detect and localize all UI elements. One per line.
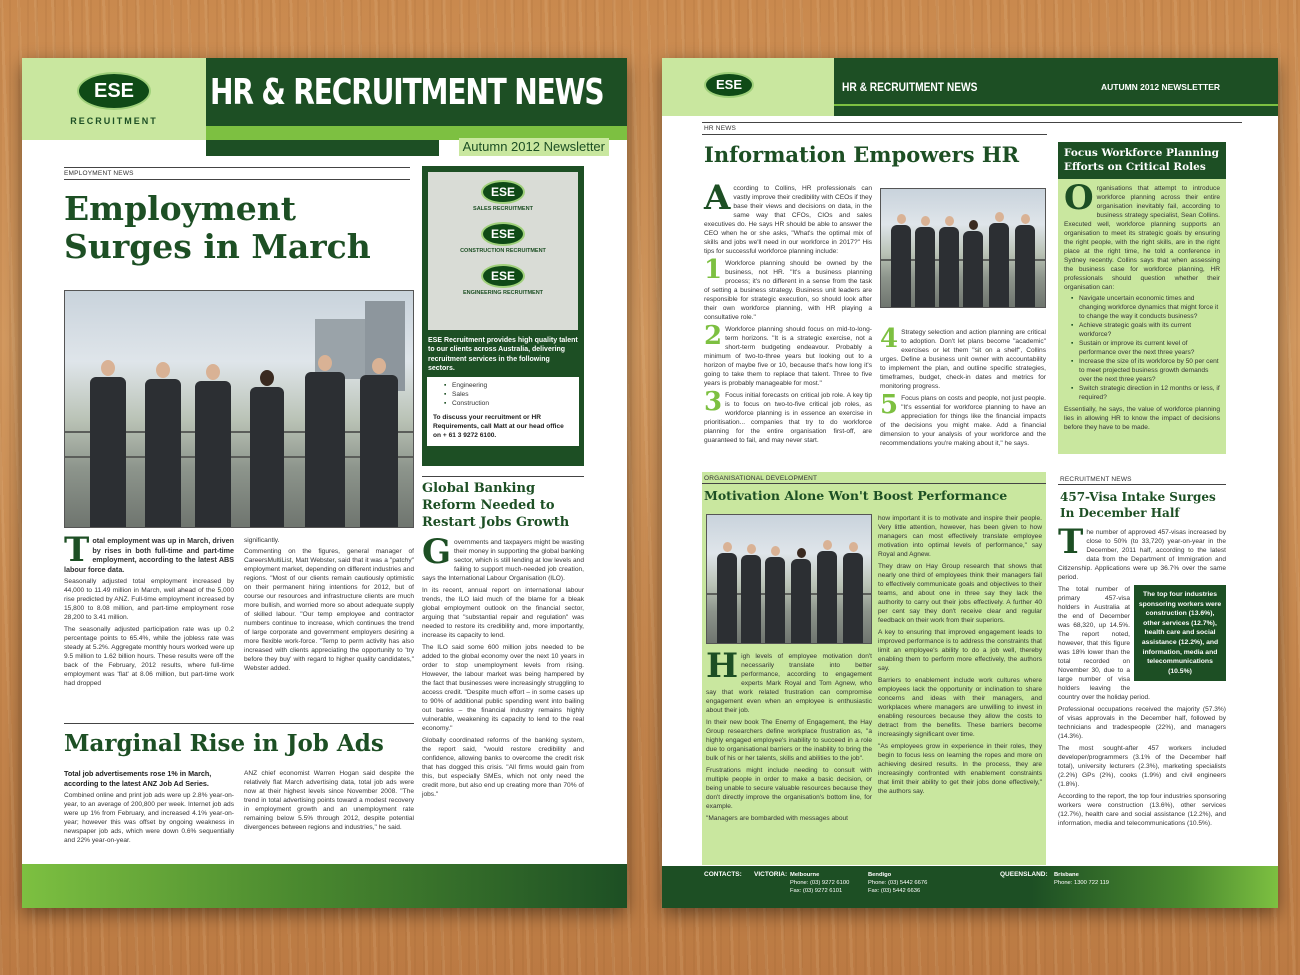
section-tag-hr: HR NEWS xyxy=(704,125,737,132)
rule xyxy=(64,167,410,168)
contacts-footer xyxy=(662,866,1278,908)
motivation-para: Barriers to enablement include work cultures where employees lack the opportunity or inclination to share concerns and ideas with their managers, and workplaces where managers are unwilling to invest in enabling resources because they allow the costs to detract from the benefits. These barriers become increasingly significant over time. xyxy=(878,677,1042,738)
motivation-col2 xyxy=(878,514,1042,796)
newsletter-page-inside xyxy=(662,58,1278,908)
contacts-label: CONTACTS: xyxy=(704,871,742,878)
global-banking-para: In its recent, annual report on international labour trends, the ILO laid much of the blame for a bleak global employment outlook on the financial sector, arguing that "substantial repair and regulation" was needed to restore its credibility and, more importantly, increase its capacity to lend. xyxy=(422,587,584,639)
tip-4: 4 Strategy selection and action planning are critical to adoption. Don't let plans become "academic" exercises or let them "sit on a shelf", Collins urges. Define a business unit owner with accountability to implement the plan, and outline specific strategies, timeframes, budget, check-in dates and metrics for monitoring progress. xyxy=(880,324,1046,390)
team-photo-motivation xyxy=(706,514,872,644)
office-melbourne xyxy=(790,871,849,895)
person xyxy=(939,216,959,307)
motivation-para: A key to ensuring that improved engagement leads to improved performance is to address the constraints that limit an employee's ability to do a job well, thereby enabling them to perform more effectively, the authors say. xyxy=(878,629,1042,672)
motivation-para: They draw on Hay Group research that shows that nearly one third of employees think their managers fail to effectively communicate goals and objectives to their teams, and about one in three say they lack the authority to carry out their jobs effectively. A further 40 per cent say they don't receive clear and regular feedback on their work from their superiors. xyxy=(878,563,1042,624)
person xyxy=(741,544,761,643)
person xyxy=(717,542,737,643)
sidebar-logos xyxy=(428,172,578,330)
rule xyxy=(702,122,1242,123)
rule xyxy=(422,476,584,477)
focus-list xyxy=(1070,294,1220,402)
newsletter-page-front xyxy=(22,58,627,908)
sidebar-service-list xyxy=(443,381,573,408)
person xyxy=(765,546,785,643)
office-bendigo xyxy=(868,871,927,895)
focus-list-item: ▪ Switch strategic direction in 12 months or less, if required? xyxy=(1070,384,1220,402)
focus-title: Focus Workforce Planning Efforts on Critical Roles xyxy=(1058,142,1226,179)
issue-label: Autumn 2012 Newsletter xyxy=(459,138,609,156)
employment-para: significantly. xyxy=(244,537,280,544)
info-col1 xyxy=(704,178,872,445)
motivation-para: "As employees grow in experience in their roles, they begin to focus less on learning the ropes and more on achieving desired results. In the process, they are increasingly confronted with enablement constraints that limit their ability to get their jobs done effectively," the authors say. xyxy=(878,743,1042,795)
team-photo-small xyxy=(880,188,1046,308)
section-tag-recruitment: RECRUITMENT NEWS xyxy=(1060,476,1132,483)
service-item: ▪ Engineering xyxy=(443,381,573,390)
motivation-para: Frustrations might include needing to consult with multiple people in order to make a basic decision, or being unable to secure valuable resources because they don't directly improve the organisation's bottom line, for example. xyxy=(706,767,872,810)
focus-list-item: ▪ Navigate uncertain economic times and changing workforce dynamics that might force it to change the way it conducts business? xyxy=(1070,294,1220,321)
victoria-label: VICTORIA: xyxy=(754,871,788,878)
queensland-label: QUEENSLAND: xyxy=(1000,871,1048,878)
tip-3: 3 Focus initial forecasts on critical job role. A key tip is to focus on two-to-five critical job roles, as workforce planning is in essence an exercise in prioritisation... companies that try to do workforce planning for the entire organisation first-off, are guaranteed to fail, and may never start. xyxy=(704,387,872,444)
tip-5: 5 Focus plans on costs and people, not just people. "It's essential for workforce planning to have an appreciation for things like the financial impacts of the decisions you might make. Add a financial dimension to your analysis of your workforce and the recommendations you're making about it," he says. xyxy=(880,390,1046,447)
job-ads-lead: Total job advertisements rose 1% in March, according to the latest ANZ Job Ad Series. xyxy=(64,769,212,788)
focus-para: Organisations that attempt to introduce workforce planning across their entire organisation inevitably fail, according to business strategy specialist, Sean Collins. Executed well, workforce planning supports an organisation to meet its strategic goals by ensuring the right people, with the right skills, are in the right place at the right time, he told a conference in Sydney recently. Collins says that when assessing the business case for workforce planning, HR professionals should question whether their organisation can: xyxy=(1064,178,1220,291)
rule xyxy=(1058,484,1226,485)
sidebar-label-sales: SALES RECRUITMENT xyxy=(473,206,533,212)
motivation-para: In their new book The Enemy of Engagement, the Hay Group researchers define workplace frustration as, "a highly engaged employee's inability to succeed in a role due to organisational barriers or the inability to bring the bulk of his or her talents, skills and abilities to the job". xyxy=(706,719,872,762)
info-col2 xyxy=(880,324,1046,448)
tip-2: 2 Workforce planning should focus on mid-to-long-term horizons. "It is a strategic exercise, not a short-term budgeting endeavour. Probably a minimum of two-to-three years but looking out to a horizon of maybe five or 10, because that's how long it's going to take them to replace that talent. Three to five years is probably manageable for most." xyxy=(704,321,872,387)
masthead-left-fill xyxy=(206,140,439,156)
person xyxy=(360,358,398,527)
employment-para: The seasonally adjusted participation rate was up 0.2 percentage points to 65.4%, while the jobless rate was steady at 5.2%. Aggregate monthly hours worked were up 9.5 million to 1.62 billion hours. These results were off the back of the February, 2012 results, where full-time employment was 'flat' at 8.06 million, but part-time work had dropped xyxy=(64,626,234,688)
person xyxy=(195,364,231,527)
focus-box xyxy=(1058,142,1226,454)
office-brisbane xyxy=(1054,871,1109,887)
ese-logo: ESE xyxy=(77,72,151,110)
visa-para: According to the report, the top four industries sponsoring workers were construction (13.6%), other services (12.7%), health care and social assistance (12.2%), and information, media and telecommunications (10.5%). xyxy=(1058,793,1226,827)
headline-job-ads: Marginal Rise in Job Ads xyxy=(64,730,384,757)
motivation-para: how important it is to motivate and inspire their people. Very little attention, however, has been given to how managers can most effectively translate employee motivation into optimal levels of performance," say Royal and Agnew. xyxy=(878,515,1042,558)
person xyxy=(963,220,983,307)
person xyxy=(90,360,126,527)
service-item: ▪ Construction xyxy=(443,399,573,408)
tip-1: 1 Workforce planning should be owned by the business, not HR. "It's a business planning process; it's no different in a sense from the task of setting a business strategy. Business unit leaders are responsible for strategic execution, so should look after their own workforce planning, with HR playing a consultative role." xyxy=(704,255,872,321)
sidebar-ad xyxy=(422,166,584,466)
headline-motivation: Motivation Alone Won't Boost Performance xyxy=(704,488,1008,503)
sidebar-label-construction: CONSTRUCTION RECRUITMENT xyxy=(460,248,546,254)
office-phone: Phone: (03) 9272 6100 xyxy=(790,880,850,886)
person xyxy=(791,548,811,643)
motivation-section xyxy=(702,472,1046,865)
global-banking-para: Governments and taxpayers might be wasting their money in supporting the global banking sector, which is still lending at low levels and failing to support much-needed job creation, says the International Labour Organisation (ILO). xyxy=(422,532,584,582)
employment-para: Commenting on the figures, general manager of CareersMultiList, Matt Webster, said that it was a "patchy" employment market, depending on different industries and regions. "Most of our clients remain cautiously optimistic on their permanent hiring intentions for 2012, but of course our resources and infrastructure clients are much more bullish, and worried more so about adequate supply of skilled labour. "Our temp employee and contractor numbers continue to increase, which continues the trend of large corporate and government employers desiring a more flexible work-force. "Temp to perm activity has also increased with clients appreciating the opportunity to 'try before they buy' with regard to higher quality candidates," Webster added. xyxy=(244,548,414,672)
employment-col2 xyxy=(244,536,414,673)
sidebar-contact: To discuss your recruitment or HR Requirements, call Matt at our head office on + 61 3 9272 6100. xyxy=(433,414,564,440)
headline-employment: Employment Surges in March xyxy=(64,189,371,266)
global-banking-body xyxy=(422,532,584,799)
section-tag-employment: EMPLOYMENT NEWS xyxy=(64,170,134,177)
visa-para: The total number of primary 457-visa holders in Australia at the end of December was 68,320, up 14.5%. The report noted, however, that this figure was 18% lower than the total recorded on November 30, due to a large number of visa holders leaving the country over the holiday period. xyxy=(1058,586,1151,701)
focus-para: Essentially, he says, the value of workforce planning lies in allowing HR to know the impact of decisions before they have to be made. xyxy=(1064,406,1220,431)
ese-logo: ESE xyxy=(481,264,525,288)
office-phone: Phone: 1300 722 119 xyxy=(1054,880,1110,886)
global-banking-para: Globally coordinated reforms of the banking system, the report said, "would restore credibility and confidence, allowing banks to overcome the credit risk that has dogged this crisis. "All firms would gain from this, but especially SMEs, which not only need the credit more, but also end up creating more than 70% of jobs." xyxy=(422,737,584,798)
header-underline xyxy=(834,104,1278,106)
person xyxy=(817,540,837,643)
masthead-title: HR & RECRUITMENT NEWS xyxy=(210,72,604,113)
info-lead: According to Collins, HR professionals can vastly improve their credibility with CEOs if they base their views and decisions on data, in the same way that CFOs, CIOs and sales executives do. He says HR should be able to answer the CEO when he or she asks, "What's the optimal mix of skills and jobs we'll need in our workforce in 2017?" His tips for successful workforce planning include: xyxy=(704,178,872,255)
service-item: ▪ Sales xyxy=(443,390,573,399)
office-city: Bendigo xyxy=(868,872,892,878)
footer-bar xyxy=(22,864,627,908)
employment-para: Seasonally adjusted total employment increased by 44,000 to 11.49 million in March, well ahead of the 5,000 rise predicted by ANZ. Full-time employment increased by 15,800 to 8.08 million, and part-time employment rose 28,200 to 3.41 million. xyxy=(64,578,234,622)
headline-visa: 457-Visa Intake Surges In December Half xyxy=(1060,490,1216,520)
job-ads-para: Combined online and print job ads were up 2.8% year-on-year, to an average of 200,800 per week. Internet job ads were up 1% from February, and increased 4.1% year-on-year; however this was offset by ongoing weakness in newspaper job ads, which were down 0.6% sequentially and 22% year-on-year. xyxy=(64,792,234,845)
rule xyxy=(702,483,1046,484)
motivation-col1 xyxy=(706,646,872,823)
person xyxy=(1015,214,1035,307)
job-ads-para: ANZ chief economist Warren Hogan said despite the relatively flat March advertising data, total job ads were now at their highest levels since November 2008. "The trend in total advertising points toward a modest recovery in employment growth and an unemployment rate remaining below 5.5% through 2012, despite potential divergences between regions and industries," he said. xyxy=(244,770,414,831)
logo-subtitle: RECRUITMENT xyxy=(70,116,158,126)
person xyxy=(843,542,863,643)
person xyxy=(915,216,935,307)
ese-logo: ESE xyxy=(704,72,754,98)
job-ads-col2 xyxy=(244,769,414,832)
office-city: Brisbane xyxy=(1054,872,1079,878)
job-ads-col1 xyxy=(64,769,234,845)
office-fax: Fax: (03) 9272 6101 xyxy=(790,888,843,894)
masthead-banner xyxy=(206,58,627,140)
focus-list-item: ▪ Achieve strategic goals with its current workforce? xyxy=(1070,321,1220,339)
sidebar-label-engineering: ENGINEERING RECRUITMENT xyxy=(462,290,544,296)
person xyxy=(305,355,345,527)
sidebar-intro: ESE Recruitment provides high quality talent to our clients across Australia, delivering recruitment services in the following sectors. xyxy=(428,337,578,372)
employment-col1 xyxy=(64,530,234,688)
visa-body xyxy=(1058,522,1226,828)
masthead-logo-panel xyxy=(22,58,206,140)
focus-list-item: ▪ Increase the size of its workforce by 50 per cent to meet projected business growth demands over the next three years? xyxy=(1070,357,1220,384)
headline-information: Information Empowers HR xyxy=(704,142,1020,167)
header-title: HR & RECRUITMENT NEWS xyxy=(842,80,978,94)
person xyxy=(891,214,911,307)
team-photo xyxy=(64,290,414,528)
focus-body xyxy=(1058,179,1226,437)
visa-callout: The top four industries sponsoring workers were construction (13.6%), other services (12.7%), health care and social assistance (12.2%), and information, media and telecommunications (10.5%) xyxy=(1134,585,1226,681)
rule xyxy=(64,723,414,724)
visa-para: Professional occupations received the majority (57.3%) of visas approvals in the December half, followed by technicians and tradespeople (22%), and managers (14.3%). xyxy=(1058,706,1226,740)
rule xyxy=(702,134,1047,135)
global-banking-para: The ILO said some 600 million jobs needed to be added to the global economy over the next 10 years in order to stop unemployment levels from rising. However, the labour market was being hampered by the fact that businesses were increasingly struggling to access credit. "Despite much effort – in some cases up to 90% of additional public spending went into bailing out banks – the financial industry remains highly vulnerable, weakening its capacity to lend to the real economy." xyxy=(422,644,584,732)
visa-para: The number of approved 457-visas increased by close to 50% (to 33,720) year-on-year in the December, 2011 half, according to the latest data from the Department of Immigration and Citizenship. Applications were up 36.7% over the same period. xyxy=(1058,522,1226,581)
motivation-para: High levels of employee motivation don't necessarily translate into better performance, according to engagement experts Mark Royal and Tom Agnew, who say that work related frustration can compromise engagement even when an employee is enthusiastic about their job. xyxy=(706,646,872,714)
rule xyxy=(64,179,410,180)
ese-logo: ESE xyxy=(481,222,525,246)
header-logo-panel xyxy=(662,58,834,116)
person xyxy=(145,362,181,527)
sidebar-services xyxy=(427,377,579,446)
focus-list-item: ▪ Sustain or improve its current level of performance over the next three years? xyxy=(1070,339,1220,357)
office-city: Melbourne xyxy=(790,872,820,878)
section-tag-org: ORGANISATIONAL DEVELOPMENT xyxy=(704,475,818,482)
office-fax: Fax: (03) 5442 6636 xyxy=(868,888,921,894)
employment-lead: Total employment was up in March, driven by rises in both full-time and part-time employment, according to the latest ABS labour force data. xyxy=(64,530,234,574)
headline-global-banking: Global Banking Reform Needed to Restart Jobs Growth xyxy=(422,481,570,530)
ese-logo: ESE xyxy=(481,180,525,204)
visa-para: The most sought-after 457 workers included developer/programmers (3.1% of the December half total), university lecturers (2.3%), marketing specialists (2.2%) GPs (2%), cooks (1.9%) and civil engineers (1.8%). xyxy=(1058,745,1226,788)
header-issue: AUTUMN 2012 NEWSLETTER xyxy=(1100,82,1220,92)
person xyxy=(989,212,1009,307)
motivation-para: "Managers are bombarded with messages about xyxy=(706,815,848,822)
person xyxy=(250,370,284,527)
office-phone: Phone: (03) 5442 6676 xyxy=(868,880,928,886)
